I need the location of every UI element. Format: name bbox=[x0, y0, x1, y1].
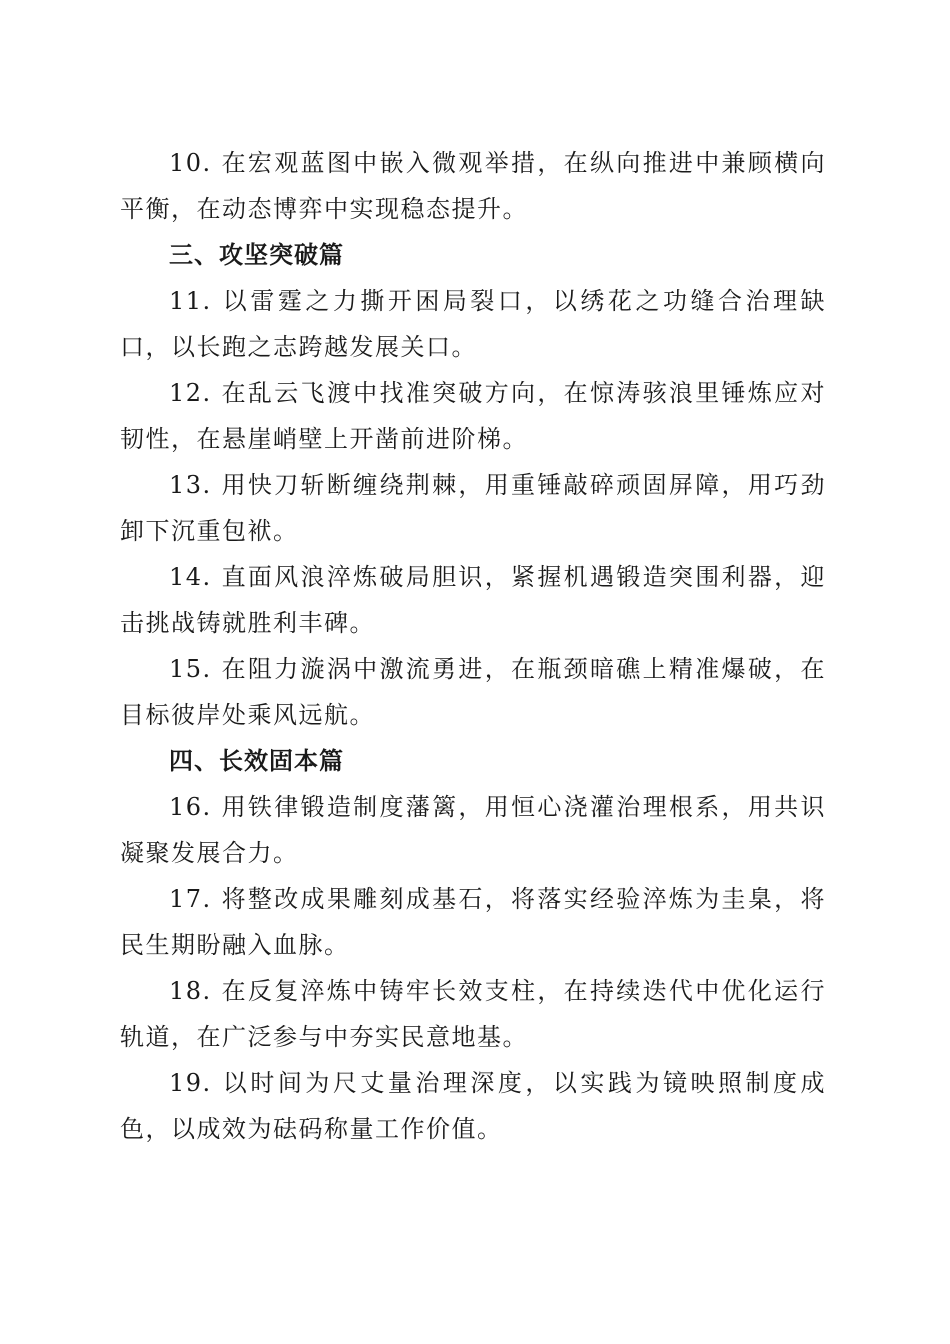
item-16: 16. 用铁律锻造制度藩篱，用恒心浇灌治理根系，用共识凝聚发展合力。 bbox=[120, 793, 826, 867]
item-15: 15. 在阻力漩涡中激流勇进，在瓶颈暗礁上精准爆破，在目标彼岸处乘风远航。 bbox=[120, 655, 826, 729]
item-18: 18. 在反复淬炼中铸牢长效支柱，在持续迭代中优化运行轨道，在广泛参与中夯实民意地基。 bbox=[120, 977, 826, 1051]
section-heading-4: 四、长效固本篇 bbox=[169, 747, 344, 775]
document-body bbox=[120, 140, 826, 1152]
item-17: 17. 将整改成果雕刻成基石，将落实经验淬炼为圭臬，将民生期盼融入血脉。 bbox=[120, 885, 826, 959]
item-19: 19. 以时间为尺丈量治理深度，以实践为镜映照制度成色，以成效为砝码称量工作价值。 bbox=[120, 1069, 826, 1143]
item-14: 14. 直面风浪淬炼破局胆识，紧握机遇锻造突围利器，迎击挑战铸就胜利丰碑。 bbox=[120, 563, 826, 637]
item-13: 13. 用快刀斩断缠绕荆棘，用重锤敲碎顽固屏障，用巧劲卸下沉重包袱。 bbox=[120, 471, 826, 545]
item-10: 10. 在宏观蓝图中嵌入微观举措，在纵向推进中兼顾横向平衡，在动态博弈中实现稳态提升。 bbox=[120, 149, 826, 223]
item-11: 11. 以雷霆之力撕开困局裂口，以绣花之功缝合治理缺口，以长跑之志跨越发展关口。 bbox=[120, 287, 826, 361]
item-12: 12. 在乱云飞渡中找准突破方向，在惊涛骇浪里锤炼应对韧性，在悬崖峭壁上开凿前进阶梯。 bbox=[120, 379, 826, 453]
section-heading-3: 三、攻坚突破篇 bbox=[169, 241, 344, 269]
